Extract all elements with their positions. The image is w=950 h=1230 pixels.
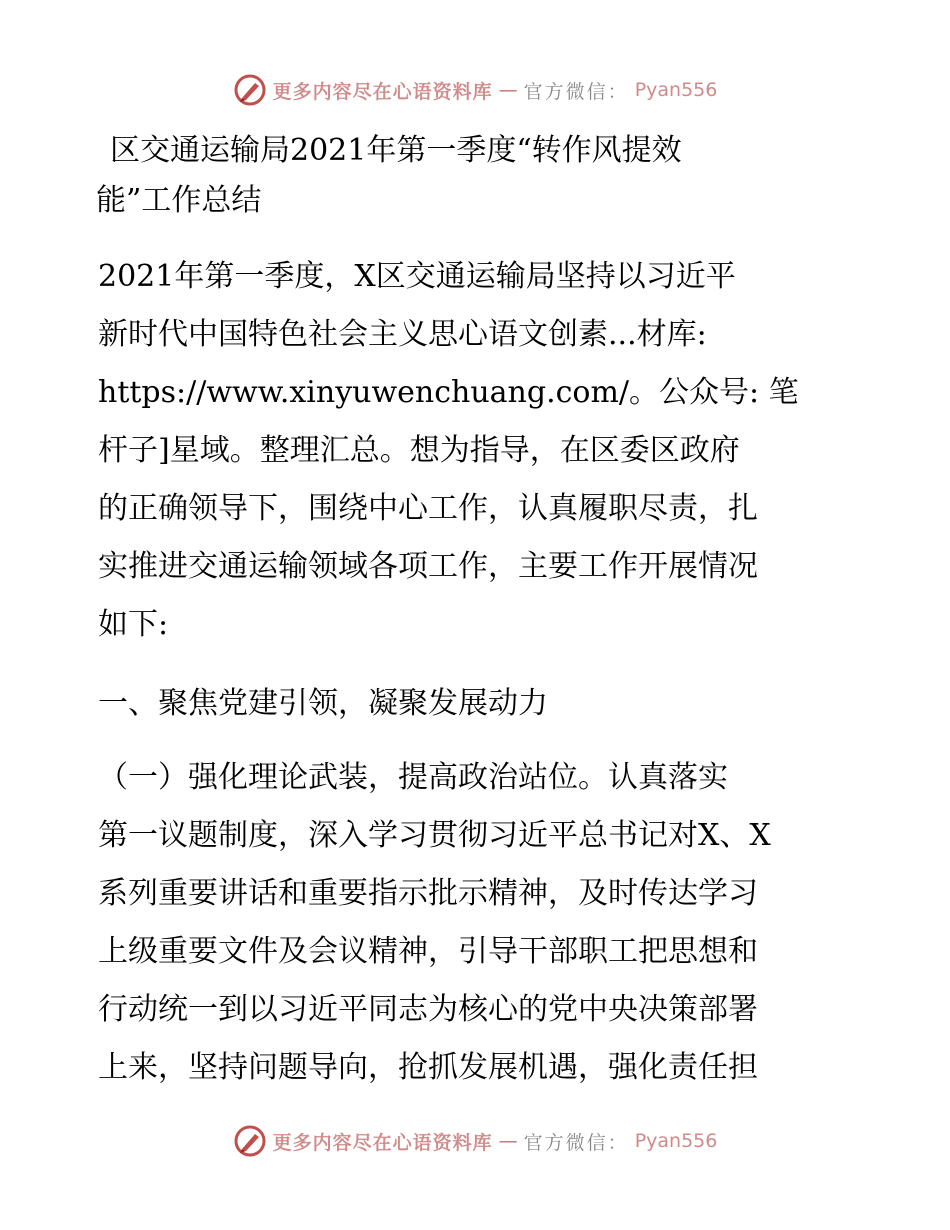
watermark-footer — [0, 1121, 950, 1161]
watermark-official-label: 官方微信： — [523, 80, 629, 103]
text-line: 新时代中国特色社会主义思心语文创素...材库: — [98, 317, 707, 352]
text-line: 行动统一到以习近平同志为核心的党中央决策部署 — [98, 992, 758, 1027]
watermark-brand: 更多内容尽在心语资料库 — [272, 1131, 493, 1154]
pen-logo-icon — [233, 1124, 267, 1158]
title-line-1: 区交通运输局2021年第一季度“转作风提效 — [110, 133, 682, 168]
watermark-wechat-id: Pyan556 — [634, 1130, 718, 1152]
section-heading — [98, 675, 858, 733]
document-title — [96, 126, 796, 226]
text-line: 系列重要讲话和重要指示批示精神，及时传达学习 — [98, 876, 758, 911]
text-line: 杆子]星域。整理汇总。想为指导，在区委区政府 — [98, 433, 740, 468]
text-line: 的正确领导下，围绕中心工作，认真履职尽责，扎 — [98, 491, 758, 526]
title-line-2: 能”工作总结 — [96, 183, 262, 218]
section-heading-text: 一、聚焦党建引领，凝聚发展动力 — [98, 686, 548, 721]
text-line: 上级重要文件及会议精神，引导干部职工把思想和 — [98, 934, 758, 969]
watermark-dash: — — [498, 1130, 518, 1152]
text-line: 2021年第一季度，X区交通运输局坚持以习近平 — [98, 259, 736, 294]
body-paragraph — [98, 749, 858, 1097]
text-line: 第一议题制度，深入学习贯彻习近平总书记对X、X — [98, 818, 771, 853]
watermark-header — [0, 70, 950, 110]
text-line: https://www.xinyuwenchuang.com/。公众号: 笔 — [98, 375, 799, 410]
pen-logo-icon — [233, 73, 267, 107]
watermark-wechat-id: Pyan556 — [634, 79, 718, 101]
watermark-official-label: 官方微信： — [523, 1131, 629, 1154]
watermark-dash: — — [498, 79, 518, 101]
text-line: 如下: — [98, 607, 169, 642]
text-line: 上来，坚持问题导向，抢抓发展机遇，强化责任担 — [98, 1050, 758, 1085]
text-line: （一）强化理论武装，提高政治站位。认真落实 — [98, 760, 728, 795]
intro-paragraph — [98, 248, 858, 654]
watermark-brand: 更多内容尽在心语资料库 — [272, 80, 493, 103]
text-line: 实推进交通运输领域各项工作，主要工作开展情况 — [98, 549, 758, 584]
